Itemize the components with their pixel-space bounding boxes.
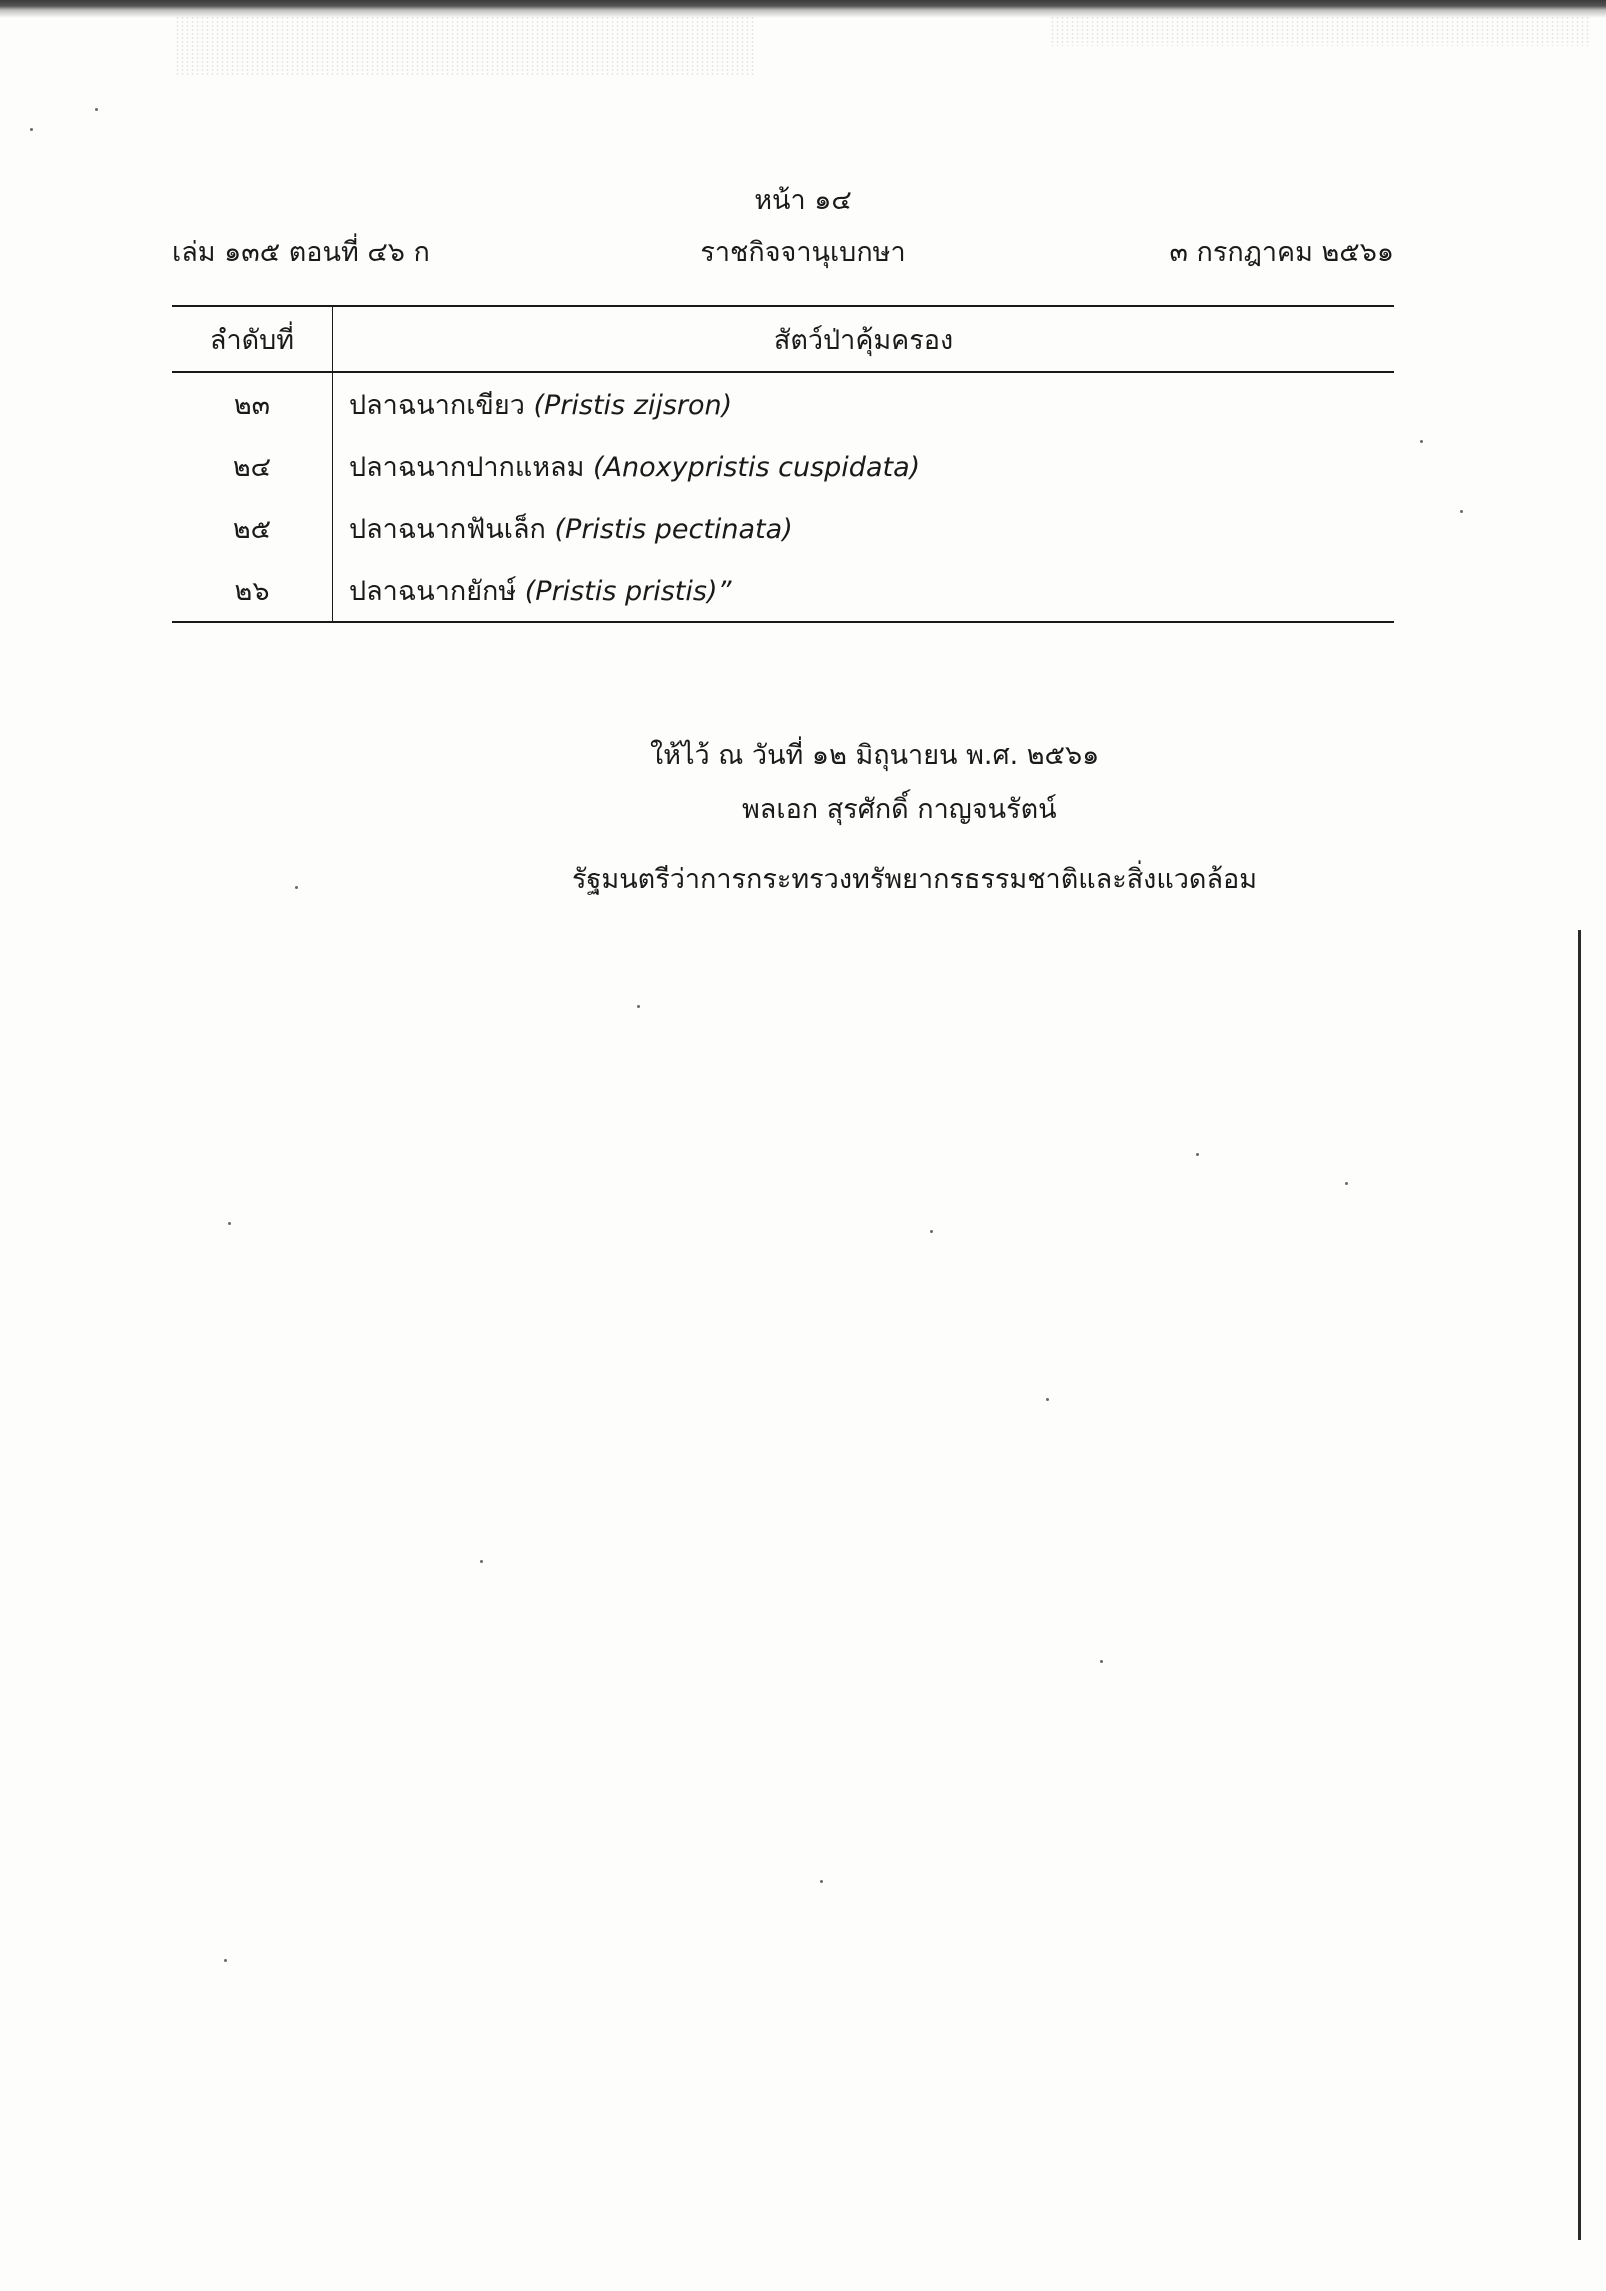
scan-noise-dot <box>1345 1182 1348 1185</box>
scan-noise-dot <box>480 1560 483 1563</box>
species-cell <box>333 372 1395 435</box>
protected-wildlife-table <box>172 305 1394 623</box>
scientific-name: (Anoxypristis cuspidata) <box>593 451 921 483</box>
scan-noise-dot <box>224 1959 227 1962</box>
page-number: หน้า ๑๔ <box>754 185 852 216</box>
scan-noise-dot <box>228 1222 231 1225</box>
publication-date: ๓ กรกฎาคม ๒๕๖๑ <box>1169 237 1394 268</box>
table-header-row <box>172 306 1394 372</box>
scientific-name: (Pristis pristis)” <box>524 575 732 607</box>
species-name: ปลาฉนากฟันเล็ก <box>349 513 546 545</box>
scientific-name: (Pristis pectinata) <box>554 513 793 545</box>
scan-noise-dot <box>95 108 98 111</box>
column-header-number: ลำดับที่ <box>172 306 333 372</box>
scan-speckle-left <box>175 16 755 76</box>
column-header-species: สัตว์ป่าคุ้มครอง <box>773 324 954 356</box>
row-number: ๒๕ <box>172 497 333 559</box>
scan-noise-dot <box>930 1230 933 1233</box>
species-cell <box>333 435 1395 497</box>
scan-noise-dot <box>1460 510 1463 513</box>
scientific-name: (Pristis zijsron) <box>533 389 733 421</box>
volume-issue: เล่ม ๑๓๕ ตอนที่ ๔๖ ก <box>172 237 430 268</box>
species-cell <box>333 559 1395 622</box>
scan-noise-dot <box>820 1880 823 1883</box>
species-name: ปลาฉนากยักษ์ <box>349 575 517 607</box>
scan-noise-dot <box>1196 1153 1199 1156</box>
species-name: ปลาฉนากเขียว <box>349 389 525 421</box>
signatory-name: พลเอก สุรศักดิ์ กาญจนรัตน์ <box>742 794 1057 825</box>
row-number: ๒๖ <box>172 559 333 622</box>
signing-date: ให้ไว้ ณ วันที่ ๑๒ มิถุนายน พ.ศ. ๒๕๖๑ <box>650 740 1100 771</box>
species-name: ปลาฉนากปากแหลม <box>349 451 585 483</box>
scan-noise-dot <box>637 1005 640 1008</box>
table-row <box>172 435 1394 497</box>
table-row <box>172 497 1394 559</box>
scan-noise-dot <box>295 886 298 889</box>
table-row <box>172 372 1394 435</box>
scan-speckle-right <box>1050 16 1590 46</box>
gazette-name: ราชกิจจานุเบกษา <box>700 237 906 268</box>
row-number: ๒๓ <box>172 372 333 435</box>
scan-noise-dot <box>30 128 33 131</box>
table-row <box>172 559 1394 622</box>
scan-noise-dot <box>1046 1398 1049 1401</box>
scan-right-edge <box>1578 930 1581 2240</box>
scan-noise-dot <box>1420 440 1423 443</box>
species-cell <box>333 497 1395 559</box>
row-number: ๒๔ <box>172 435 333 497</box>
scan-noise-dot <box>1100 1660 1103 1663</box>
signatory-position: รัฐมนตรีว่าการกระทรวงทรัพยากรธรรมชาติและสิ่งแวดล้อม <box>572 864 1258 895</box>
